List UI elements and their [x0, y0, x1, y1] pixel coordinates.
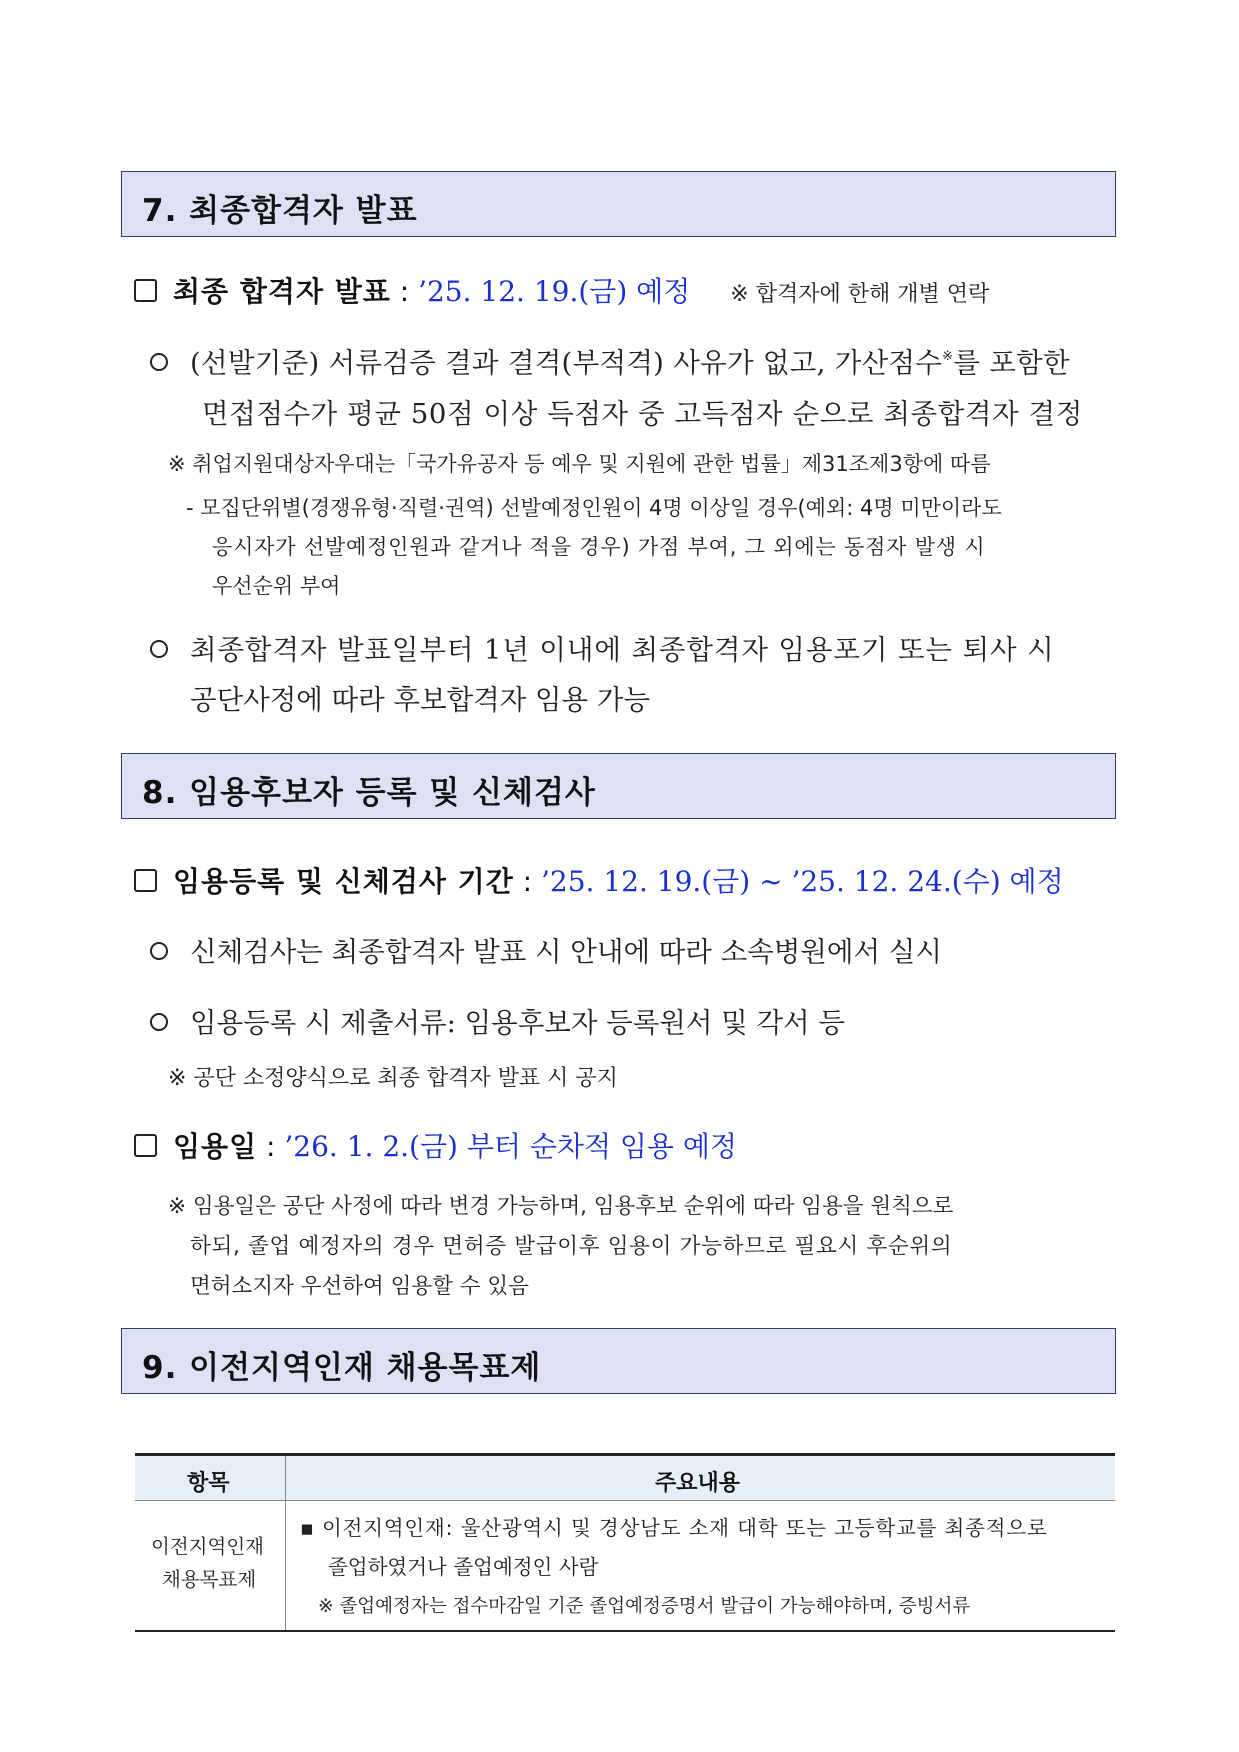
criteria-text-b: 를 포함한 — [953, 347, 1070, 379]
circle-bullet-icon — [150, 1013, 168, 1031]
table-content-line-3: ※ 졸업예정자는 접수마감일 기준 졸업예정증명서 발급이 가능해야하며, 증빙서류 — [318, 1596, 971, 1617]
criteria-line-1 — [190, 340, 1070, 380]
square-bullet-icon — [134, 1134, 157, 1157]
section-8-title: 8. 임용후보자 등록 및 신체검사 — [142, 775, 596, 811]
criteria-sup: ※ — [942, 349, 954, 364]
registration-period-date: ’25. 12. 19.(금) ~ ’25. 12. 24.(수) 예정 — [541, 865, 1064, 898]
veteran-note: ※ 취업지원대상자우대는「국가유공자 등 예우 및 지원에 관한 법률」제31조제3항에 따름 — [168, 452, 991, 476]
colon: : — [257, 1130, 285, 1163]
final-announce-note: ※ 합격자에 한해 개별 연락 — [730, 282, 990, 307]
table-row-label-1: 이전지역인재 — [151, 1535, 265, 1558]
start-date-line — [134, 1125, 737, 1165]
table-header-content: 주요내용 — [655, 1471, 741, 1496]
criteria-line-2: 면접점수가 평균 50점 이상 득점자 중 고득점자 순으로 최종합격자 결정 — [202, 398, 1083, 430]
section-7-header — [121, 171, 1116, 237]
colon: : — [390, 275, 419, 308]
backup-line-1: 최종합격자 발표일부터 1년 이내에 최종합격자 임용포기 또는 퇴사 시 — [190, 634, 1055, 666]
table-top-border — [135, 1453, 1115, 1456]
circle-bullet-icon — [150, 353, 168, 371]
table-content-line-1: ▪ 이전지역인재: 울산광역시 및 경상남도 소재 대학 또는 고등학교를 최종적으로 — [300, 1516, 1048, 1540]
section-9-title: 9. 이전지역인재 채용목표제 — [142, 1350, 542, 1386]
table-row-label-2: 채용목표제 — [162, 1568, 257, 1591]
circle-bullet-icon — [150, 942, 168, 960]
start-date-label: 임용일 — [173, 1130, 258, 1163]
final-announce-label: 최종 합격자 발표 — [173, 275, 391, 308]
dash-line-1: - 모집단위별(경쟁유형·직렬·권역) 선발예정인원이 4명 이상일 경우(예외: 4명 미만이라도 — [186, 496, 1002, 520]
square-bullet-icon — [134, 869, 157, 892]
section-8-header — [121, 753, 1116, 819]
final-announce-line — [134, 270, 989, 310]
table-column-divider — [285, 1456, 286, 1630]
start-note-2: 하되, 졸업 예정자의 경우 면허증 발급이후 임용이 가능하므로 필요시 후순위의 — [190, 1234, 953, 1259]
checkup-bullet: 신체검사는 최종합격자 발표 시 안내에 따라 소속병원에서 실시 — [190, 936, 942, 968]
start-date-value: ’26. 1. 2.(금) 부터 순차적 임용 예정 — [284, 1130, 737, 1163]
start-note-3: 면허소지자 우선하여 임용할 수 있음 — [190, 1274, 529, 1299]
form-note: ※ 공단 소정양식으로 최종 합격자 발표 시 공지 — [168, 1066, 618, 1091]
documents-bullet: 임용등록 시 제출서류: 임용후보자 등록원서 및 각서 등 — [190, 1007, 845, 1039]
criteria-text-a: (선발기준) 서류검증 결과 결격(부적격) 사유가 없고, 가산점수 — [190, 347, 943, 379]
registration-period-line — [134, 860, 1064, 900]
table-bottom-border — [135, 1630, 1115, 1632]
start-note-1: ※ 임용일은 공단 사정에 따라 변경 가능하며, 임용후보 순위에 따라 임용을 원칙으로 — [168, 1194, 954, 1219]
colon: : — [513, 865, 542, 898]
section-7-title: 7. 최종합격자 발표 — [142, 193, 418, 229]
circle-bullet-icon — [150, 640, 168, 658]
final-announce-date: ’25. 12. 19.(금) 예정 — [418, 275, 691, 308]
table-header-row — [135, 1456, 1115, 1501]
table-content-line-2: 졸업하였거나 졸업예정인 사람 — [328, 1555, 599, 1579]
section-9-header — [121, 1328, 1116, 1394]
registration-period-label: 임용등록 및 신체검사 기간 — [173, 865, 514, 898]
dash-line-3: 우선순위 부여 — [212, 574, 341, 598]
square-bullet-icon — [134, 279, 157, 302]
dash-line-2: 응시자가 선발예정인원과 같거나 적을 경우) 가점 부여, 그 외에는 동점자 발생 시 — [212, 535, 986, 559]
table-header-item: 항목 — [187, 1471, 230, 1496]
backup-line-2: 공단사정에 따라 후보합격자 임용 가능 — [190, 684, 651, 716]
